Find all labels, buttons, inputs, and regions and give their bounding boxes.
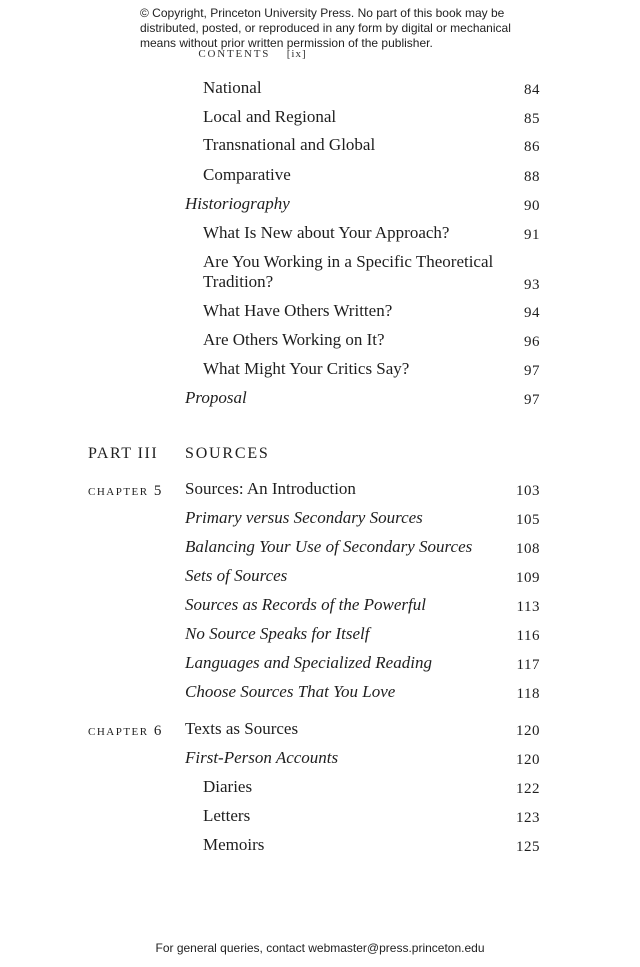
toc-entry-page: 94	[524, 305, 540, 321]
toc-entry-title: Are Others Working on It?	[203, 330, 385, 349]
toc-entry-page: 97	[524, 363, 540, 379]
running-head	[0, 48, 505, 60]
toc-section-title: Primary versus Secondary Sources	[185, 508, 423, 527]
toc-entry-title: National	[203, 78, 262, 97]
toc-entry-title: Letters	[203, 806, 251, 825]
toc-section-page: 105	[516, 512, 540, 528]
toc-entry-page: 125	[516, 839, 540, 855]
toc-entry-page: 84	[524, 82, 540, 98]
toc-section-page: 97	[524, 392, 540, 408]
toc-section-page: 117	[516, 657, 540, 673]
chapter-title: Texts as Sources	[185, 719, 299, 738]
toc-section-title: Choose Sources That You Love	[185, 682, 396, 701]
toc-section-page: 108	[516, 541, 540, 557]
running-head-label: CONTENTS	[198, 48, 271, 60]
toc-section-page: 109	[516, 570, 540, 586]
part-title: SOURCES	[185, 445, 270, 462]
page-folio: [ix]	[286, 48, 307, 60]
toc-section-title: No Source Speaks for Itself	[185, 624, 370, 643]
toc-section-title: Proposal	[185, 388, 247, 407]
toc-section-title: Balancing Your Use of Secondary Sources	[185, 537, 473, 556]
chapter-page: 120	[516, 723, 540, 739]
toc-entry-page: 91	[524, 227, 540, 243]
toc-entry-title: What Is New about Your Approach?	[203, 223, 450, 242]
toc-section-title: First-Person Accounts	[185, 748, 339, 767]
toc-section-page: 90	[524, 198, 540, 214]
toc-entry-title: What Have Others Written?	[203, 301, 393, 320]
copyright-notice: © Copyright, Princeton University Press. No part of this book may be distributed, posted, or reproduced in any form by digital or mechanical means without prior written permission of the publisher.	[140, 6, 511, 50]
chapter-label: chapter 6	[88, 723, 163, 739]
toc-entry-title: What Might Your Critics Say?	[203, 359, 410, 378]
toc-section-page: 120	[516, 752, 540, 768]
toc-entry-page: 85	[524, 111, 540, 127]
chapter-title: Sources: An Introduction	[185, 479, 356, 498]
toc-entry-title: Memoirs	[203, 835, 265, 854]
toc-entry-page: 86	[524, 139, 540, 155]
toc-entry-title: Diaries	[203, 777, 253, 796]
chapter-label: chapter 5	[88, 483, 163, 499]
toc-section-title: Sources as Records of the Powerful	[185, 595, 426, 614]
toc-entry-title: Local and Regional	[203, 107, 337, 126]
toc-entry-title: Transnational and Global	[203, 135, 376, 154]
toc-section-title: Sets of Sources	[185, 566, 288, 585]
chapter-page: 103	[516, 483, 540, 499]
part-label: PART III	[88, 445, 159, 462]
toc-section-page: 113	[516, 599, 540, 615]
toc-section-page: 118	[516, 686, 540, 702]
toc-entry-page: 122	[516, 781, 540, 797]
toc-entry-page: 93	[524, 277, 540, 293]
toc-entry-title: Are You Working in a Specific Theoretical Tradition?	[203, 252, 494, 291]
toc-section-page: 116	[516, 628, 540, 644]
toc-entry-page: 96	[524, 334, 540, 350]
toc-entry-page: 123	[516, 810, 540, 826]
toc-section-title: Languages and Specialized Reading	[185, 653, 432, 672]
toc-entry-title: Comparative	[203, 165, 291, 184]
footer-contact: For general queries, contact webmaster@press.princeton.edu	[155, 941, 485, 955]
toc-entry-page: 88	[524, 169, 540, 185]
toc-section-title: Historiography	[185, 194, 290, 213]
